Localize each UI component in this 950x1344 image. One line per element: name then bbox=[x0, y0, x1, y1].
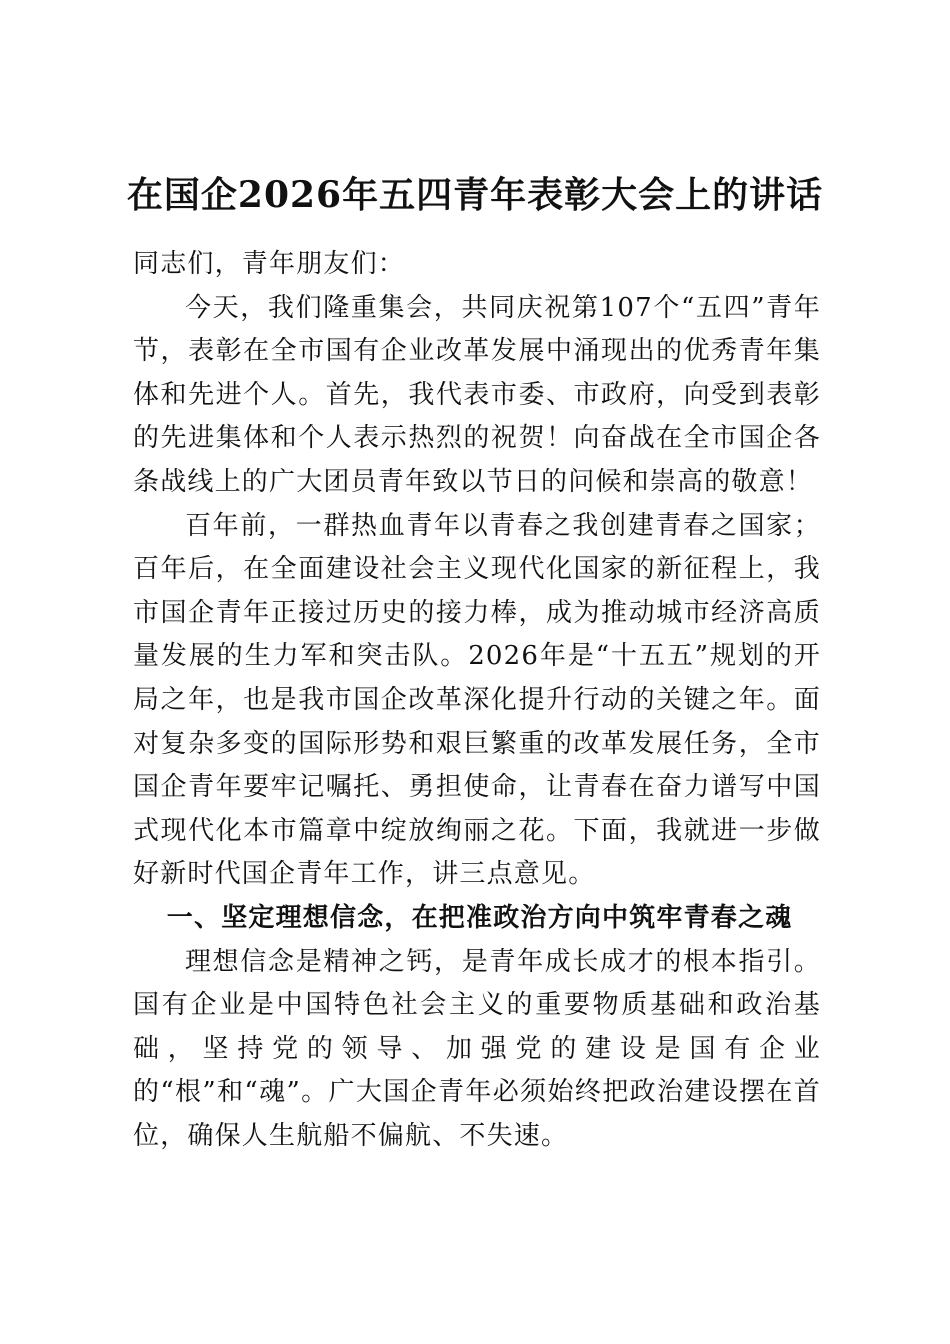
salutation: 同志们，青年朋友们： bbox=[133, 249, 406, 279]
section-heading: 一、坚定理想信念，在把准政治方向中筑牢青春之魂 bbox=[166, 902, 793, 933]
section-paragraph: 理想信念是精神之钙，是青年成长成才的根本指引。国有企业是中国特色社会主义的重要物质基础和政治基础，坚持党的领导、加强党的建设是国有企业的“根”和“魂”。广大国企青年必须始终把政治建设摆在首位，确保人生航船不偏航、不失速。 bbox=[133, 946, 821, 1151]
document-title: 在国企2026年五四青年表彰大会上的讲话 bbox=[126, 174, 824, 216]
paragraph-context: 百年前，一群热血青年以青春之我创建青春之国家；百年后，在全面建设社会主义现代化国家的新征程上，我市国企青年正接过历史的接力棒，成为推动城市经济高质量发展的生力军和突击队。2026年是“十五五”规划的开局之年，也是我市国企改革深化提升行动的关键之年。面对复杂多变的国际形势和艰巨繁重的改革发展任务，全市国企青年要牢记嘱托、勇担使命，让青春在奋力谱写中国式现代化本市篇章中绽放绚丽之花。下面，我就进一步做好新时代国企青年工作，讲三点意见。 bbox=[133, 510, 821, 890]
document-body bbox=[133, 243, 821, 1158]
paragraph-opening: 今天，我们隆重集会，共同庆祝第107个“五四”青年节，表彰在全市国有企业改革发展中涌现出的优秀青年集体和先进个人。首先，我代表市委、市政府，向受到表彰的先进集体和个人表示热烈的祝贺！向奋战在全市国企各条战线上的广大团员青年致以节日的问候和崇高的敬意！ bbox=[133, 292, 821, 497]
